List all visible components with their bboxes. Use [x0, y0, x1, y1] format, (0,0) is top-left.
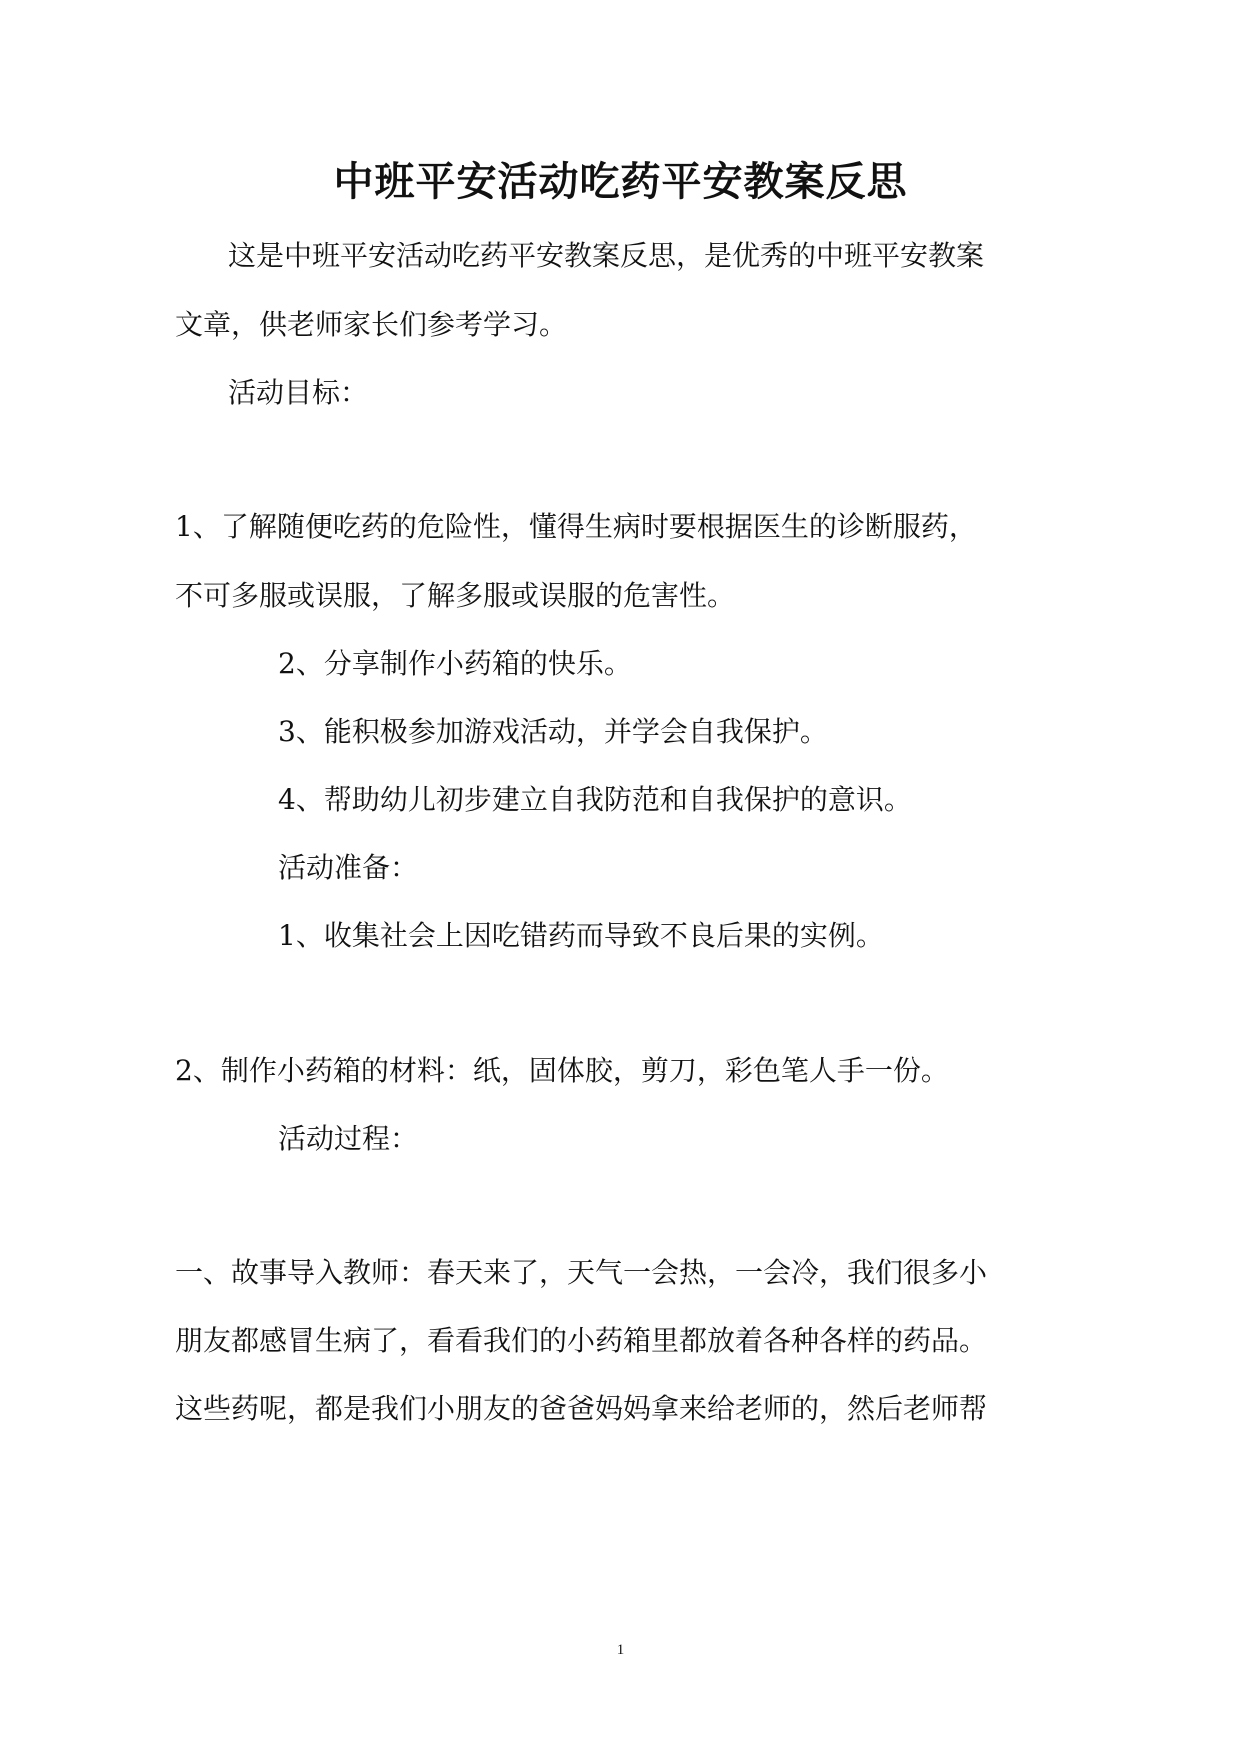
goal-item-2: 2、分享制作小药箱的快乐。 — [278, 647, 632, 680]
document-title: 中班平安活动吃药平安教案反思 — [333, 158, 908, 205]
prep-item-2: 2、制作小药箱的材料：纸，固体胶，剪刀，彩色笔人手一份。 — [175, 1054, 949, 1087]
prep-item-1: 1、收集社会上因吃错药而导致不良后果的实例。 — [278, 919, 884, 952]
goal-item-3: 3、能积极参加游戏活动，并学会自我保护。 — [278, 715, 828, 748]
goal-item-1-line-2: 不可多服或误服，了解多服或误服的危害性。 — [175, 579, 736, 612]
page-number: 1 — [616, 1642, 625, 1658]
intro-paragraph-line-1: 这是中班平安活动吃药平安教案反思，是优秀的中班平安教案 — [228, 239, 985, 272]
goal-item-4: 4、帮助幼儿初步建立自我防范和自我保护的意识。 — [278, 783, 912, 816]
process-paragraph-line-2: 朋友都感冒生病了，看看我们的小药箱里都放着各种各样的药品。 — [175, 1324, 988, 1357]
goals-heading: 活动目标： — [228, 376, 369, 409]
process-paragraph-line-3: 这些药呢，都是我们小朋友的爸爸妈妈拿来给老师的，然后老师帮 — [175, 1392, 988, 1425]
process-paragraph-line-1: 一、故事导入教师：春天来了，天气一会热，一会冷，我们很多小 — [175, 1256, 988, 1289]
intro-paragraph-line-2: 文章，供老师家长们参考学习。 — [175, 308, 568, 341]
process-heading: 活动过程： — [278, 1122, 419, 1155]
goal-item-1-line-1: 1、了解随便吃药的危险性，懂得生病时要根据医生的诊断服药， — [175, 510, 977, 543]
prep-heading: 活动准备： — [278, 851, 419, 884]
